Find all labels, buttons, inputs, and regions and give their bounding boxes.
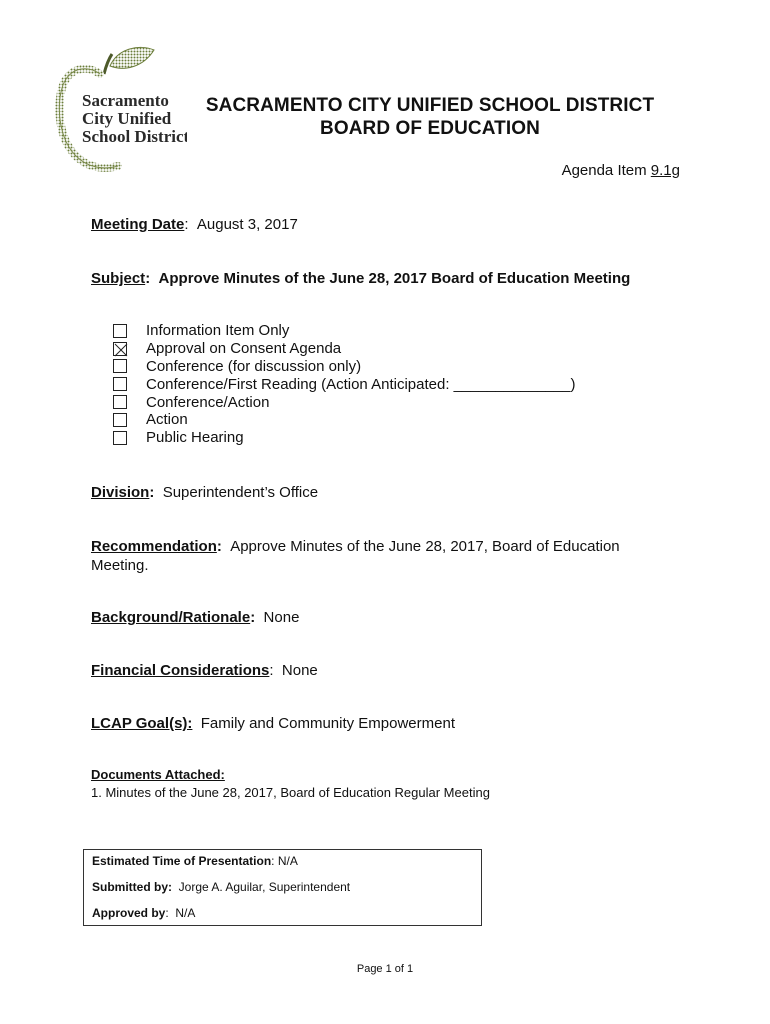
background-label: Background/Rationale: [91, 609, 251, 626]
option-label: Conference/Action: [146, 393, 270, 411]
agenda-item-number: 9.1g: [650, 162, 680, 179]
option-label: Public Hearing: [146, 429, 244, 447]
document-item: 1. Minutes of the June 28, 2017, Board of Education Regular Meeting: [91, 785, 490, 800]
approved-by-value: N/A: [175, 906, 196, 920]
subject-row: Subject: Approve Minutes of the June 28, 2017 Board of Education Meeting: [91, 270, 631, 287]
logo-line-3: School District: [82, 127, 187, 146]
recommendation-label: Recommendation: [91, 538, 217, 555]
checkbox[interactable]: [113, 324, 127, 338]
recommendation-value: Approve Minutes of the June 28, 2017, Board of Education Meeting.: [91, 538, 620, 574]
submitted-by-label: Submitted by:: [92, 880, 172, 894]
division-value: Superintendent’s Office: [162, 484, 319, 501]
financial-label: Financial Considerations: [91, 662, 270, 679]
subject-label: Subject: [91, 270, 146, 287]
option-label: Conference (for discussion only): [146, 357, 362, 375]
lcap-value: Family and Community Empowerment: [200, 715, 455, 732]
checkbox[interactable]: [113, 359, 127, 373]
subject-value: Approve Minutes of the June 28, 2017 Board of Education Meeting: [158, 270, 631, 287]
agenda-item-prefix: Agenda Item: [561, 162, 651, 179]
submitted-by-row: [92, 880, 350, 894]
financial-value: None: [281, 662, 318, 679]
option-action: [113, 411, 575, 429]
background-row: Background/Rationale: None: [91, 609, 300, 626]
option-label: Approval on Consent Agenda: [146, 340, 342, 358]
meeting-date-value: August 3, 2017: [196, 216, 298, 233]
option-conference: [113, 358, 575, 376]
checkbox-checked[interactable]: [113, 342, 127, 356]
logo-line-1: Sacramento: [82, 91, 169, 110]
approved-by-label: Approved by: [92, 906, 166, 920]
lcap-label: LCAP Goal(s):: [91, 715, 193, 732]
agenda-item: [562, 162, 680, 179]
financial-row: Financial Considerations: None: [91, 662, 318, 679]
recommendation-row: Recommendation: Approve Minutes of the June 28, 2017, Board of Education Meeting.: [91, 538, 620, 574]
division-row: Division: Superintendent’s Office: [91, 484, 319, 501]
estimated-time-value: N/A: [277, 854, 298, 868]
presentation-info-box: [83, 849, 482, 926]
estimated-time-label: Estimated Time of Presentation: [92, 854, 272, 868]
document-title-line-2: BOARD OF EDUCATION: [320, 118, 540, 139]
option-label: Information Item Only: [146, 322, 290, 340]
x-mark-icon: [114, 343, 128, 357]
option-first-reading: [113, 375, 575, 393]
option-information-item: [113, 322, 575, 340]
option-consent-agenda: [113, 340, 575, 358]
approved-by-row: Approved by: N/A: [92, 906, 196, 920]
page-number: Page 1 of 1: [356, 963, 414, 975]
checkbox[interactable]: [113, 431, 127, 445]
checkbox[interactable]: [113, 413, 127, 427]
document-title-line-1: SACRAMENTO CITY UNIFIED SCHOOL DISTRICT: [205, 95, 655, 116]
estimated-time-row: Estimated Time of Presentation: N/A: [92, 854, 298, 868]
checkbox[interactable]: [113, 377, 127, 391]
checkbox[interactable]: [113, 395, 127, 409]
submitted-by-value: Jorge A. Aguilar, Superintendent: [178, 880, 351, 894]
agenda-type-options: [113, 322, 575, 447]
lcap-row: [91, 715, 455, 732]
option-label: Action: [146, 411, 188, 429]
background-value: None: [263, 609, 300, 626]
documents-label: Documents Attached:: [91, 767, 225, 782]
logo-line-2: City Unified: [82, 109, 172, 128]
division-label: Division: [91, 484, 150, 501]
meeting-date-row: Meeting Date: August 3, 2017: [91, 216, 298, 233]
option-public-hearing: [113, 429, 575, 447]
option-label: Conference/First Reading (Action Anticipated: ______________): [146, 375, 576, 393]
option-conference-action: [113, 393, 575, 411]
meeting-date-label: Meeting Date: [91, 216, 185, 233]
